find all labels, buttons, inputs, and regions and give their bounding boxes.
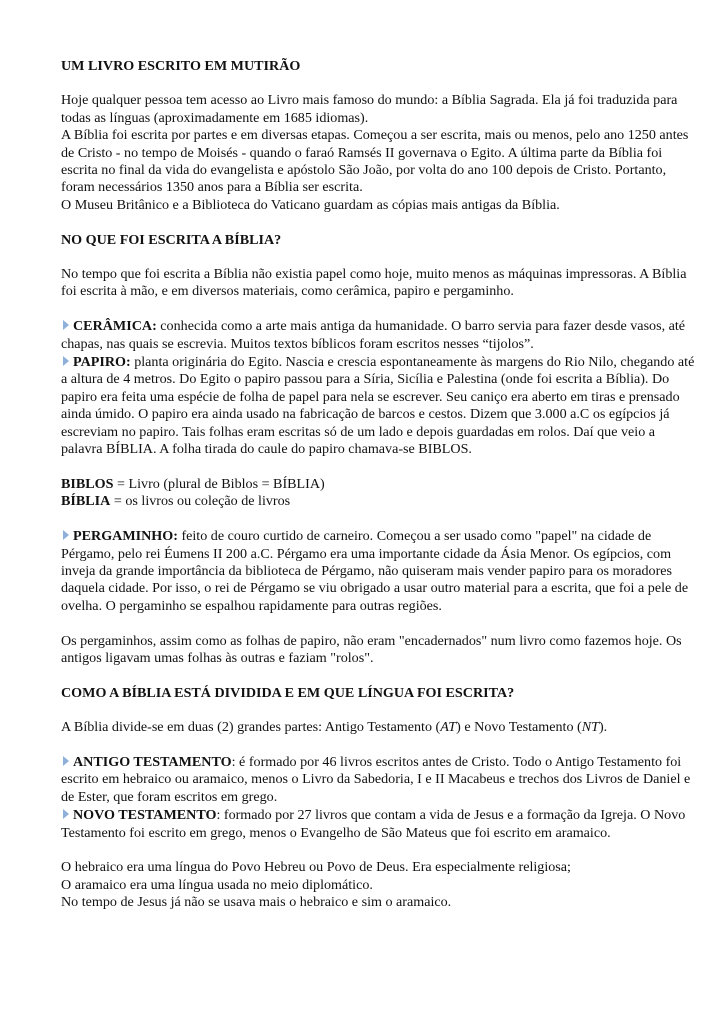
abbr-nt: NT bbox=[581, 719, 599, 736]
item-label-pergaminho: PERGAMINHO: bbox=[73, 528, 178, 545]
intro-text-a: A Bíblia divide-se em duas (2) grandes partes: Antigo Testamento ( bbox=[61, 719, 441, 736]
paragraph-languages-notes bbox=[61, 859, 695, 911]
item-text-nt: : formado por 27 livros que contam a vida de Jesus e a formação da Igreja. O Novo Testamento foi escrito em grego, menos o Evangelho de São Mateus que foi escrito em aramaico. bbox=[61, 807, 686, 841]
item-text-pergaminho: feito de couro curtido de carneiro. Começou a ser usado como "papel" na cidade de Pérgamo, pelo rei Éumens II 200 a.C. Pérgamo era uma importante cidade da Ásia Menor. Os egípcios, com inveja da grande importância da biblioteca de Pérgamo, não quiseram mais vender papiro para os moradores daquela cidade. Por isso, o rei de Pérgamo se viu obrigado a usar outro material para a escrita, que foi a pele de ovelha. O pergaminho se espalhou rapidamente para outras regiões. bbox=[61, 528, 689, 614]
list-item-novo-testamento bbox=[61, 807, 695, 842]
item-label-papiro: PAPIRO: bbox=[73, 354, 131, 371]
term-biblia: BÍBLIA bbox=[61, 493, 111, 510]
term-biblos: BIBLOS bbox=[61, 475, 114, 492]
materials-list bbox=[61, 318, 695, 458]
triangle-bullet-icon bbox=[63, 356, 69, 366]
intro-text-c: ). bbox=[598, 719, 608, 736]
definition-biblia bbox=[61, 493, 695, 510]
list-item-ceramica bbox=[61, 318, 695, 353]
triangle-bullet-icon bbox=[63, 320, 69, 330]
triangle-bullet-icon bbox=[63, 809, 69, 819]
testaments-list bbox=[61, 754, 695, 842]
intro-text-b: ) e Novo Testamento ( bbox=[456, 719, 582, 736]
paragraph-pergaminhos: Os pergaminhos, assim como as folhas de papiro, não eram "encadernados" num livro como fazemos hoje. Os antigos ligavam umas folhas às outras e faziam "rolos". bbox=[61, 632, 682, 666]
paragraph-intro bbox=[61, 92, 695, 214]
item-label-at: ANTIGO TESTAMENTO bbox=[73, 753, 232, 770]
definition-biblos-text: = Livro (plural de Biblos = BÍBLIA) bbox=[113, 475, 325, 492]
abbr-at: AT bbox=[440, 719, 457, 736]
paragraph-history: A Bíblia foi escrita por partes e em diversas etapas. Começou a ser escrita, mais ou menos, pelo ano 1250 antes de Cristo - no tempo de Moisés - quando o faraó Ramsés II governava o Egito. A última parte da Bíblia foi escrita no final da vida do evangelista e apóstolo São João, por volta do ano 100 depois de Cristo. Portanto, foram necessários 1350 anos para a Bíblia ser escrita. bbox=[61, 127, 689, 196]
note-jesus: No tempo de Jesus já não se usava mais o hebraico e sim o aramaico. bbox=[61, 894, 452, 911]
list-item-papiro bbox=[61, 354, 695, 458]
definition-biblia-text: = os livros ou coleção de livros bbox=[110, 493, 291, 510]
item-label-nt: NOVO TESTAMENTO bbox=[73, 807, 217, 824]
document-page bbox=[61, 58, 695, 929]
item-text-ceramica: conhecida como a arte mais antiga da humanidade. O barro servia para fazer desde vasos, até chapas, nas quais se escrevia. Muitos textos bíblicos foram escritos nesses “tijolos”. bbox=[61, 318, 686, 352]
definitions bbox=[61, 476, 695, 511]
triangle-bullet-icon bbox=[63, 530, 69, 540]
section-title-division: COMO A BÍBLIA ESTÁ DIVIDIDA E EM QUE LÍNGUA FOI ESCRITA? bbox=[61, 684, 515, 701]
section-title-mutirao: UM LIVRO ESCRITO EM MUTIRÃO bbox=[61, 58, 301, 74]
paragraph-museum: O Museu Britânico e a Biblioteca do Vaticano guardam as cópias mais antigas da Bíblia. bbox=[61, 196, 560, 213]
note-hebraico: O hebraico era uma língua do Povo Hebreu ou Povo de Deus. Era especialmente religiosa; bbox=[61, 859, 571, 876]
list-item-antigo-testamento bbox=[61, 754, 695, 806]
item-text-papiro: planta originária do Egito. Nascia e crescia espontaneamente às margens do Rio Nilo, chegando até a altura de 4 metros. Do Egito o papiro passou para a Síria, Sicília e Palestina (onde foi escrita a Bíblia). Do papiro era feita uma espécie de folha de papel para nela se escrever. Seu caniço era aberto em tiras e prensado ainda úmido. O papiro era ainda usado na fabricação de barcos e cestos. Dizem que 3.000 a.C os egípcios já escreviam no papiro. Tais folhas eram escritas só de um lado e depois guardadas em rolos. Daí que veio a palavra BÍBLIA. A folha tirada do caule do papiro chamava-se BIBLOS. bbox=[61, 354, 695, 458]
paragraph-division-intro bbox=[61, 719, 695, 736]
item-text-at: : é formado por 46 livros escritos antes de Cristo. Todo o Antigo Testamento foi escrito em hebraico ou aramaico, menos o Livro da Sabedoria, I e II Macabeus e trechos dos Livros de Daniel e de Ester, que foram escritos em grego. bbox=[61, 753, 691, 805]
triangle-bullet-icon bbox=[63, 756, 69, 766]
list-item-pergaminho bbox=[61, 528, 695, 615]
paragraph-materials-intro: No tempo que foi escrita a Bíblia não existia papel como hoje, muito menos as máquinas impressoras. A Bíblia foi escrita à mão, e em diversos materiais, como cerâmica, papiro e pergaminho. bbox=[61, 266, 687, 300]
definition-biblos bbox=[61, 476, 695, 493]
paragraph-languages: Hoje qualquer pessoa tem acesso ao Livro mais famoso do mundo: a Bíblia Sagrada. Ela já foi traduzida para todas as línguas (aproximadamente em 1685 idiomas). bbox=[61, 92, 678, 126]
note-aramaico: O aramaico era uma língua usada no meio diplomático. bbox=[61, 876, 373, 893]
section-title-materials: NO QUE FOI ESCRITA A BÍBLIA? bbox=[61, 231, 282, 248]
item-label-ceramica: CERÂMICA: bbox=[73, 318, 157, 335]
